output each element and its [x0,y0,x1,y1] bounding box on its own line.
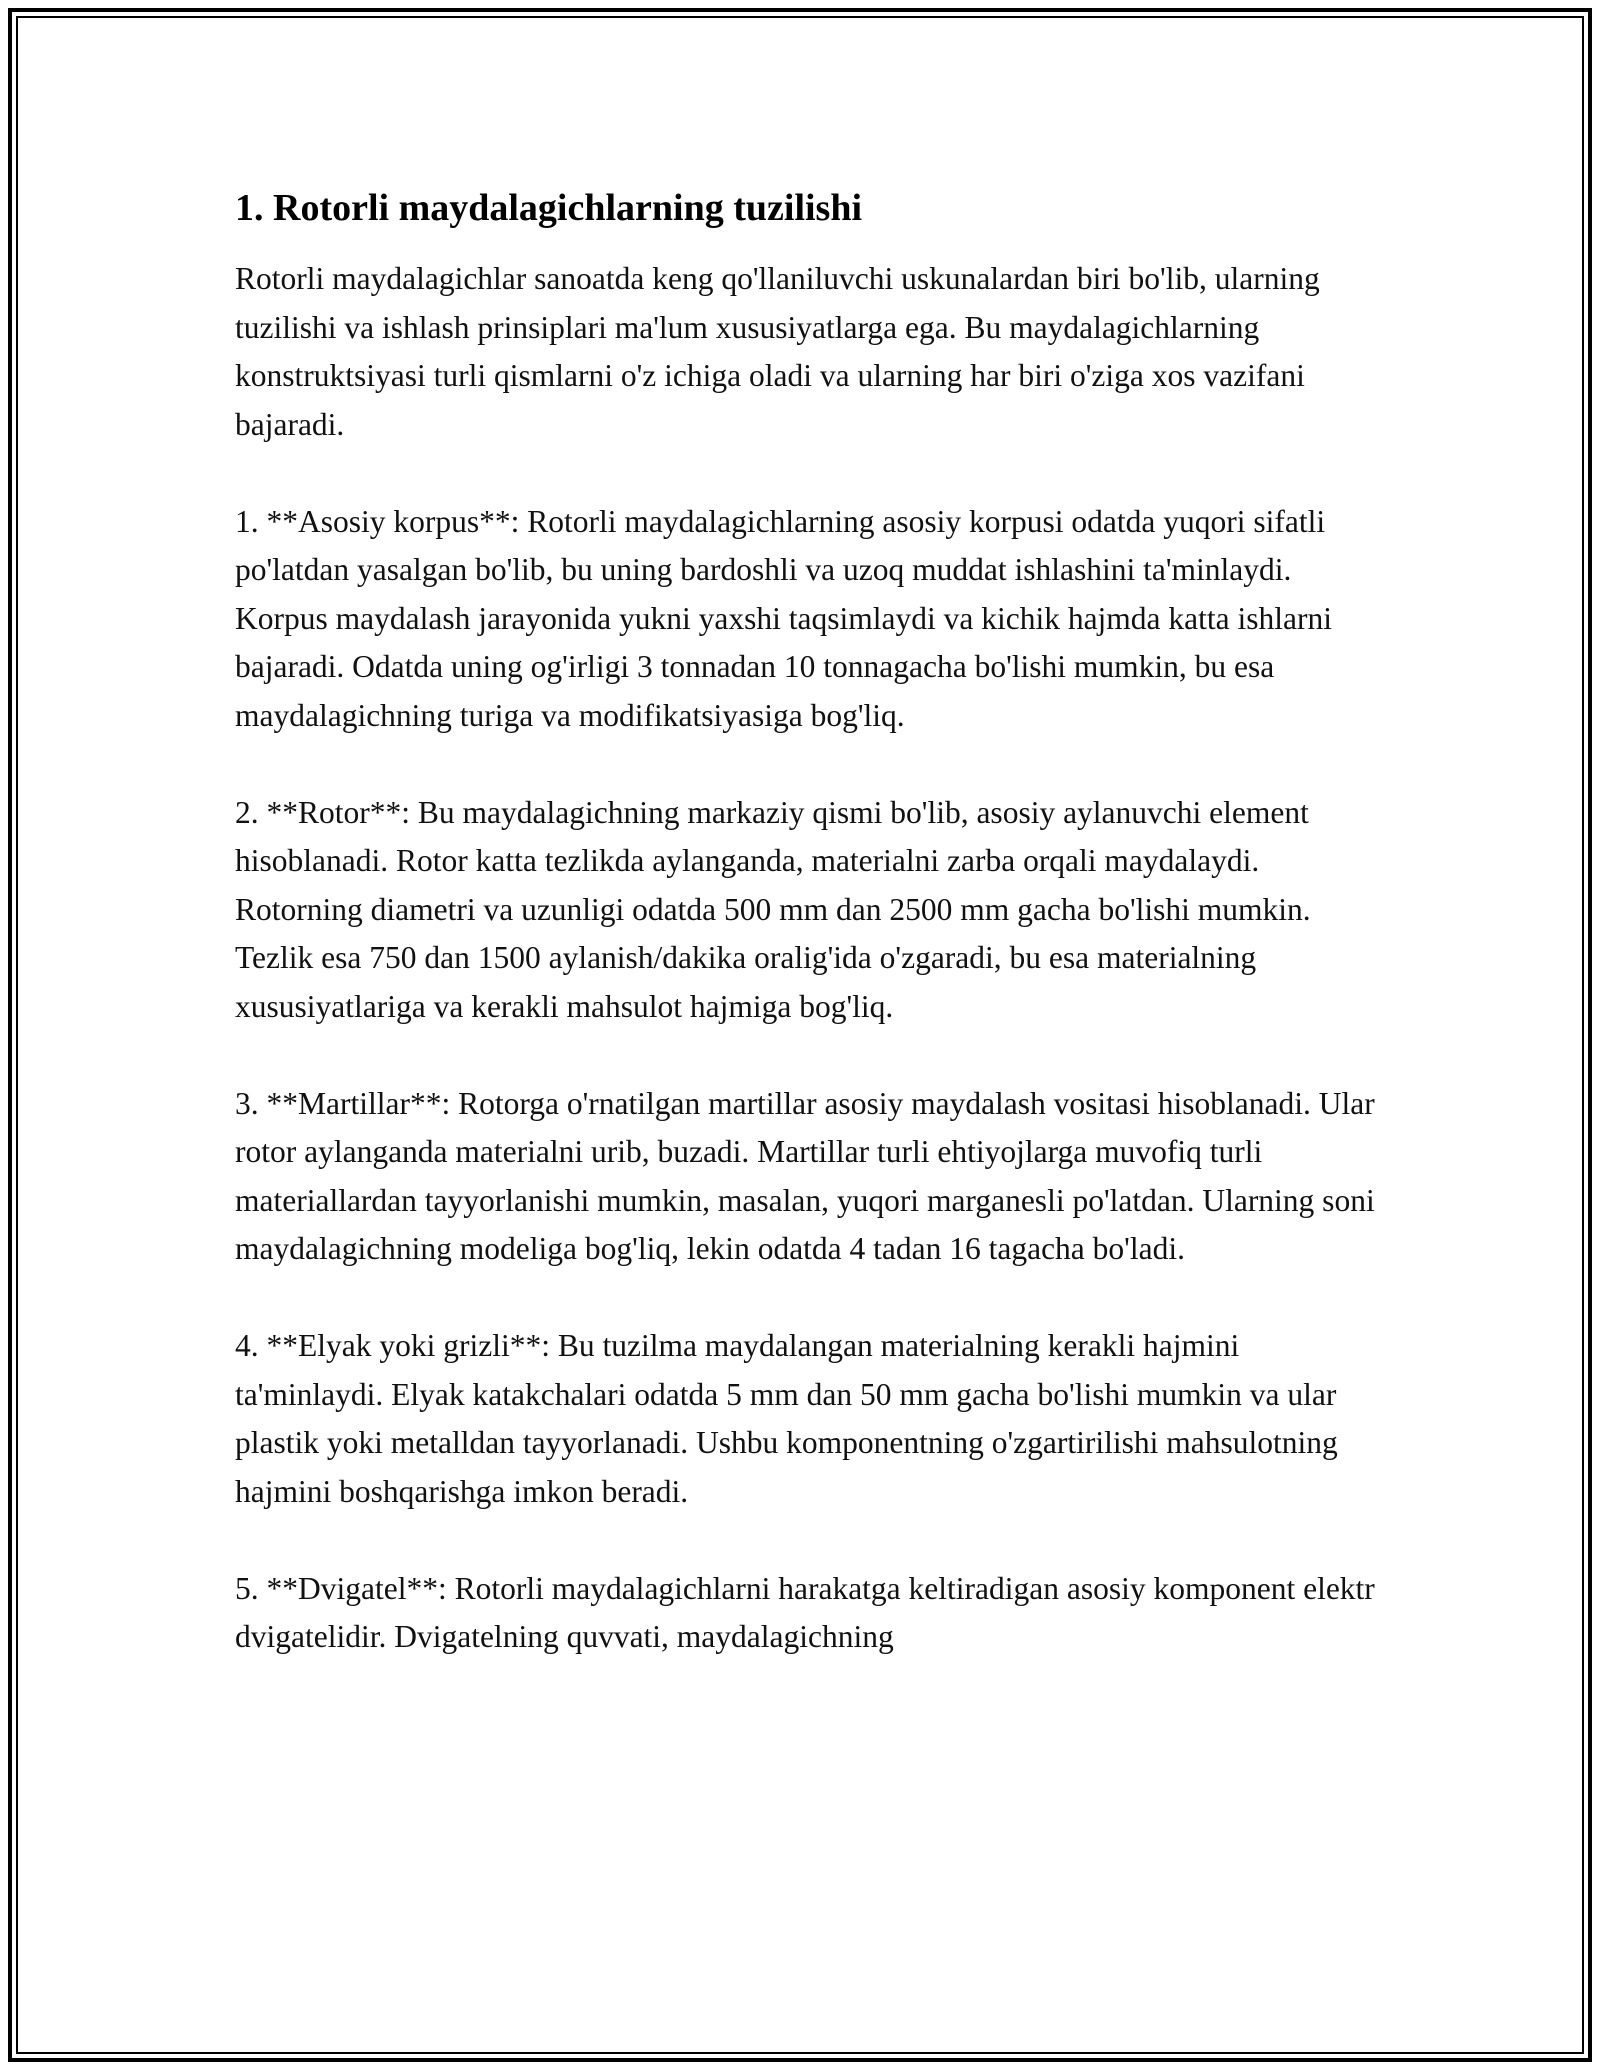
item-dvigatel: 5. **Dvigatel**: Rotorli maydalagichlarni harakatga keltiradigan asosiy komponent elektr dvigatelidir. Dvigatelning quvvati, maydalagichning [235,1570,1375,1654]
document-body [235,185,1385,1710]
item-martillar: 3. **Martillar**: Rotorga o'rnatilgan martillar asosiy maydalash vositasi hisoblanadi. Ular rotor aylanganda materialni urib, buzadi. Martillar turli ehtiyojlarga muvofiq turli materiallardan tayyorlanishi mumkin, masalan, yuqori marganesli po'latdan. Ularning soni maydalagichning modeliga bog'liq, lekin odatda 4 tadan 16 tagacha bo'ladi. [235,1085,1375,1266]
section-title: 1. Rotorli maydalagichlarning tuzilishi [235,187,863,229]
intro-paragraph: Rotorli maydalagichlar sanoatda keng qo'llaniluvchi uskunalardan biri bo'lib, ularning tuzilishi va ishlash prinsiplari ma'lum xususiyatlarga ega. Bu maydalagichlarning konstruktsiyasi turli qismlarni o'z ichiga oladi va ularning har biri o'ziga xos vazifani bajaradi. [235,261,1320,442]
item-rotor: 2. **Rotor**: Bu maydalagichning markaziy qismi bo'lib, asosiy aylanuvchi element hisoblanadi. Rotor katta tezlikda aylanganda, materialni zarba orqali maydalaydi. Rotorning diametri va uzunligi odatda 500 mm dan 2500 mm gacha bo'lishi mumkin. Tezlik esa 750 dan 1500 aylanish/dakika oralig'ida o'zgaradi, bu esa materialning xususiyatlariga va kerakli mahsulot hajmiga bog'liq. [235,794,1311,1024]
item-asosiy-korpus: 1. **Asosiy korpus**: Rotorli maydalagichlarning asosiy korpusi odatda yuqori sifatli po'latdan yasalgan bo'lib, bu uning bardoshli va uzoq muddat ishlashini ta'minlaydi. Korpus maydalash jarayonida yukni yaxshi taqsimlaydi va kichik hajmda katta ishlarni bajaradi. Odatda uning og'irligi 3 tonnadan 10 tonnagacha bo'lishi mumkin, bu esa maydalagichning turiga va modifikatsiyasiga bog'liq. [235,503,1332,733]
item-elyak-grizli: 4. **Elyak yoki grizli**: Bu tuzilma maydalangan materialning kerakli hajmini ta'minlaydi. Elyak katakchalari odatda 5 mm dan 50 mm gacha bo'lishi mumkin va ular plastik yoki metalldan tayyorlanadi. Ushbu komponentning o'zgartirilishi mahsulotning hajmini boshqarishga imkon beradi. [235,1328,1338,1509]
